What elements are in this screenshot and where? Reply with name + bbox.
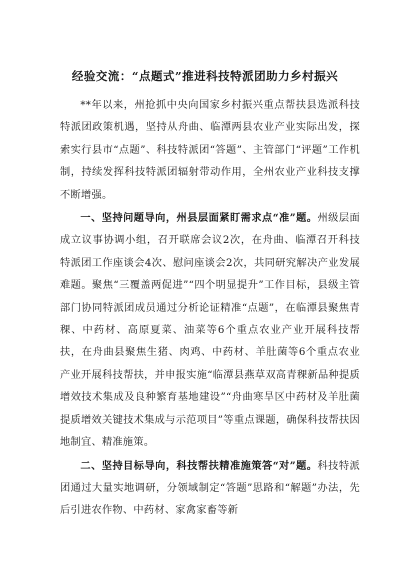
section-2-text: 科技特派团通过大量实地调研，分领域制定“答题”思路和“解题”办法，先后引进农作物、中药材、家禽家畜等新 <box>60 460 360 517</box>
section-2-heading: 二、坚持目标导向，科技帮扶精准施策答“对”题。 <box>80 459 318 472</box>
paragraph-text: **年以来，州抢抓中央向国家乡村振兴重点帮扶县选派科技特派团政策机遇，坚持从舟曲、临潭两县农业产业实际出发，探索实行县市“点题”、科技特派团“答题”、主管部门“评题”工作机制，持续发挥科技特派团辐射带动作用，全州农业产业科技支撑不断增强。 <box>60 100 360 201</box>
paragraph-intro <box>60 94 360 207</box>
paragraph-section-1 <box>60 207 360 454</box>
document-body <box>60 94 360 523</box>
document-title: 经验交流：“点题式”推进科技特派团助力乡村振兴 <box>71 69 339 83</box>
section-1-heading: 一、坚持问题导向，州县层面紧盯需求点“准”题。 <box>80 212 318 225</box>
section-1-text: 州级层面成立议事协调小组，召开联席会议2次，在舟曲、临潭召开科技特派团工作座谈会4次、慰问座谈会2次，共同研究解决产业发展难题。聚焦“三覆盖两促进”“四个明显提升”工作目标，县级主管部门协同特派团成员通过分析论证精准“点题”，在临潭县聚焦青稞、中药材、高原夏菜、油菜等6个重点农业产业开展科技帮扶，在舟曲县聚焦生猪、肉鸡、中药材、羊肚菌等6个重点农业产业开展科技帮扶，并申报实施“临潭县燕草双高青稞新品种提质增效技术集成及良种繁育基地建设”“舟曲寒旱区中药材及羊肚菌提质增效关键技术集成与示范项目”等重点课题，确保科技帮扶因地制宜、精准施策。 <box>60 213 360 449</box>
paragraph-section-2 <box>60 455 360 523</box>
